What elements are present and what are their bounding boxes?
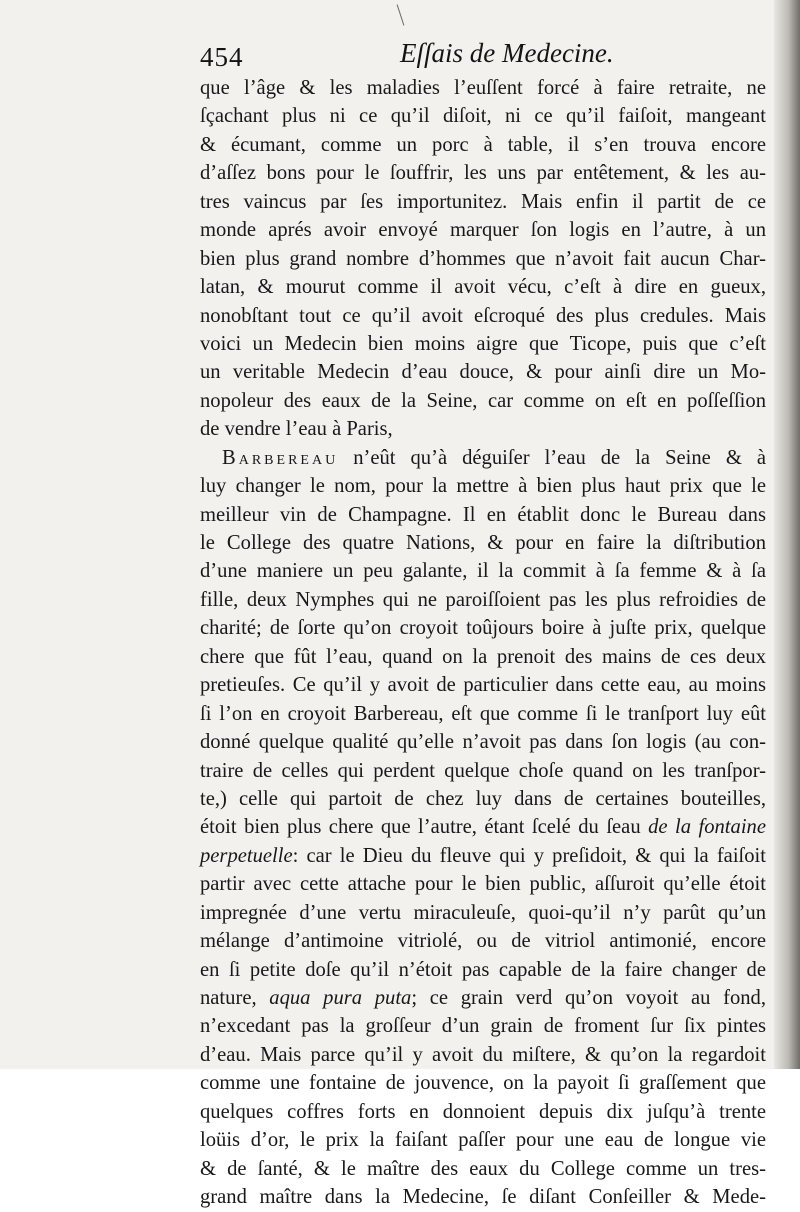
text-line bbox=[200, 813, 766, 841]
text-line: nonobſtant tout ce qu’il avoit eſcroqué des plus credules. Mais bbox=[200, 304, 766, 327]
text-line: partir avec cette attache pour le bien public, aſſuroit qu’elle étoit bbox=[200, 873, 766, 896]
text-line: latan, & mourut comme il avoit vécu, c’eſt à dire en gueux, bbox=[200, 276, 766, 299]
line-text: : car le Dieu du fleuve qui y preſidoit, & qui la faiſoit bbox=[292, 844, 766, 867]
text-line: nopoleur des eaux de la Seine, car comme on eſt en poſſeſſion bbox=[200, 389, 766, 412]
text-line: en ſi petite doſe qu’il n’étoit pas capable de la faire changer de bbox=[200, 958, 766, 981]
text-line: & écumant, comme un porc à table, il s’en trouva encore bbox=[200, 133, 766, 156]
page-gutter-shadow bbox=[774, 0, 800, 1069]
text-line: impregnée d’une vertu miraculeuſe, quoi-qu’il n’y parût qu’un bbox=[200, 901, 766, 924]
text-line: donné quelque qualité qu’elle n’avoit pas dans ſon logis (au con- bbox=[200, 731, 766, 754]
text-line bbox=[200, 842, 766, 870]
page-header bbox=[0, 38, 800, 76]
text-line: bien plus grand nombre d’hommes que n’avoit fait aucun Char- bbox=[200, 247, 766, 270]
text-line: tres vaincus par ſes importunitez. Mais enfin il partit de ce bbox=[200, 190, 766, 213]
text-line: chere que fût l’eau, quand on la prenoit des mains de ces deux bbox=[200, 645, 766, 668]
italic-phrase: perpetuelle bbox=[200, 844, 293, 867]
text-line: d’eau. Mais parce qu’il y avoit du miſtere, & qu’on la regardoit bbox=[200, 1043, 766, 1066]
text-line: pretieuſes. Ce qu’il y avoit de particulier dans cette eau, au moins bbox=[200, 674, 766, 697]
line-text: n’eût qu’à déguiſer l’eau de la Seine & à bbox=[338, 446, 766, 469]
text-line: loüis d’or, le prix la faiſant paſſer pour une eau de longue vie bbox=[200, 1129, 766, 1152]
text-line: traire de celles qui perdent quelque choſe quand on les tranſpor- bbox=[200, 759, 766, 782]
text-line: mélange d’antimoine vitriolé, ou de vitriol antimonié, encore bbox=[200, 930, 766, 953]
text-line: charité; de ſorte qu’on croyoit toûjours boire à juſte prix, quelque bbox=[200, 617, 766, 640]
page-number: 454 bbox=[200, 42, 244, 72]
text-line: monde aprés avoir envoyé marquer ſon logis en l’autre, à un bbox=[200, 219, 766, 242]
line-text: étoit bien plus chere que l’autre, étant ſcelé du ſeau bbox=[200, 816, 649, 839]
text-line: un veritable Medecin d’eau douce, & pour ainſi dire un Mo- bbox=[200, 361, 766, 384]
text-line: ſi l’on en croyoit Barbereau, eſt que comme ſi le tranſport luy eût bbox=[200, 702, 766, 725]
name-smallcaps: Barbereau bbox=[222, 446, 339, 469]
body-text bbox=[200, 74, 766, 1212]
text-line: d’une maniere un peu galante, il la commit à ſa femme & à ſa bbox=[200, 560, 766, 583]
paragraph-end-line: de vendre l’eau à Paris, bbox=[200, 418, 393, 441]
text-line bbox=[200, 984, 766, 1012]
text-line: comme une fontaine de jouvence, on la payoit ſi graſſement que bbox=[200, 1072, 766, 1095]
latin-phrase: aqua pura puta bbox=[269, 987, 412, 1009]
text-line: fille, deux Nymphes qui ne paroiſſoient pas les plus refroidies de bbox=[200, 588, 766, 611]
line-text: ; ce grain verd qu’on voyoit au fond, bbox=[411, 987, 766, 1009]
paragraph-start-line bbox=[200, 444, 766, 472]
text-line: d’aſſez bons pour le ſouffrir, les uns par entêtement, & les au- bbox=[200, 162, 766, 185]
text-line: meilleur vin de Champagne. Il en établit donc le Bureau dans bbox=[200, 503, 766, 526]
line-text: nature, bbox=[200, 987, 270, 1009]
text-line: le College des quatre Nations, & pour en faire la diſtribution bbox=[200, 532, 766, 554]
text-line: n’excedant pas la groſſeur d’un grain de froment ſur ſix pintes bbox=[200, 1015, 766, 1038]
text-line: ſçachant plus ni ce qu’il diſoit, ni ce qu’il faiſoit, mangeant bbox=[200, 105, 766, 128]
italic-phrase: de la fontaine bbox=[648, 816, 766, 839]
running-title: Eſſais de Medecine. bbox=[400, 38, 614, 68]
text-line: quelques coffres forts en donnoient depuis dix juſqu’à trente bbox=[200, 1100, 766, 1123]
text-line: te,) celle qui partoit de chez luy dans de certaines bouteilles, bbox=[200, 787, 766, 810]
text-line: grand maître dans la Medecine, ſe diſant Conſeiller & Mede- bbox=[200, 1186, 766, 1209]
text-line: voici un Medecin bien moins aigre que Ticope, puis que c’eſt bbox=[200, 332, 766, 355]
text-line: luy changer le nom, pour la mettre à bien plus haut prix que le bbox=[200, 475, 766, 498]
text-line: & de ſanté, & le maître des eaux du College comme un tres- bbox=[200, 1157, 766, 1180]
binding-mark bbox=[397, 4, 405, 25]
text-line: que l’âge & les maladies l’euſſent forcé à faire retraite, ne bbox=[200, 77, 766, 99]
